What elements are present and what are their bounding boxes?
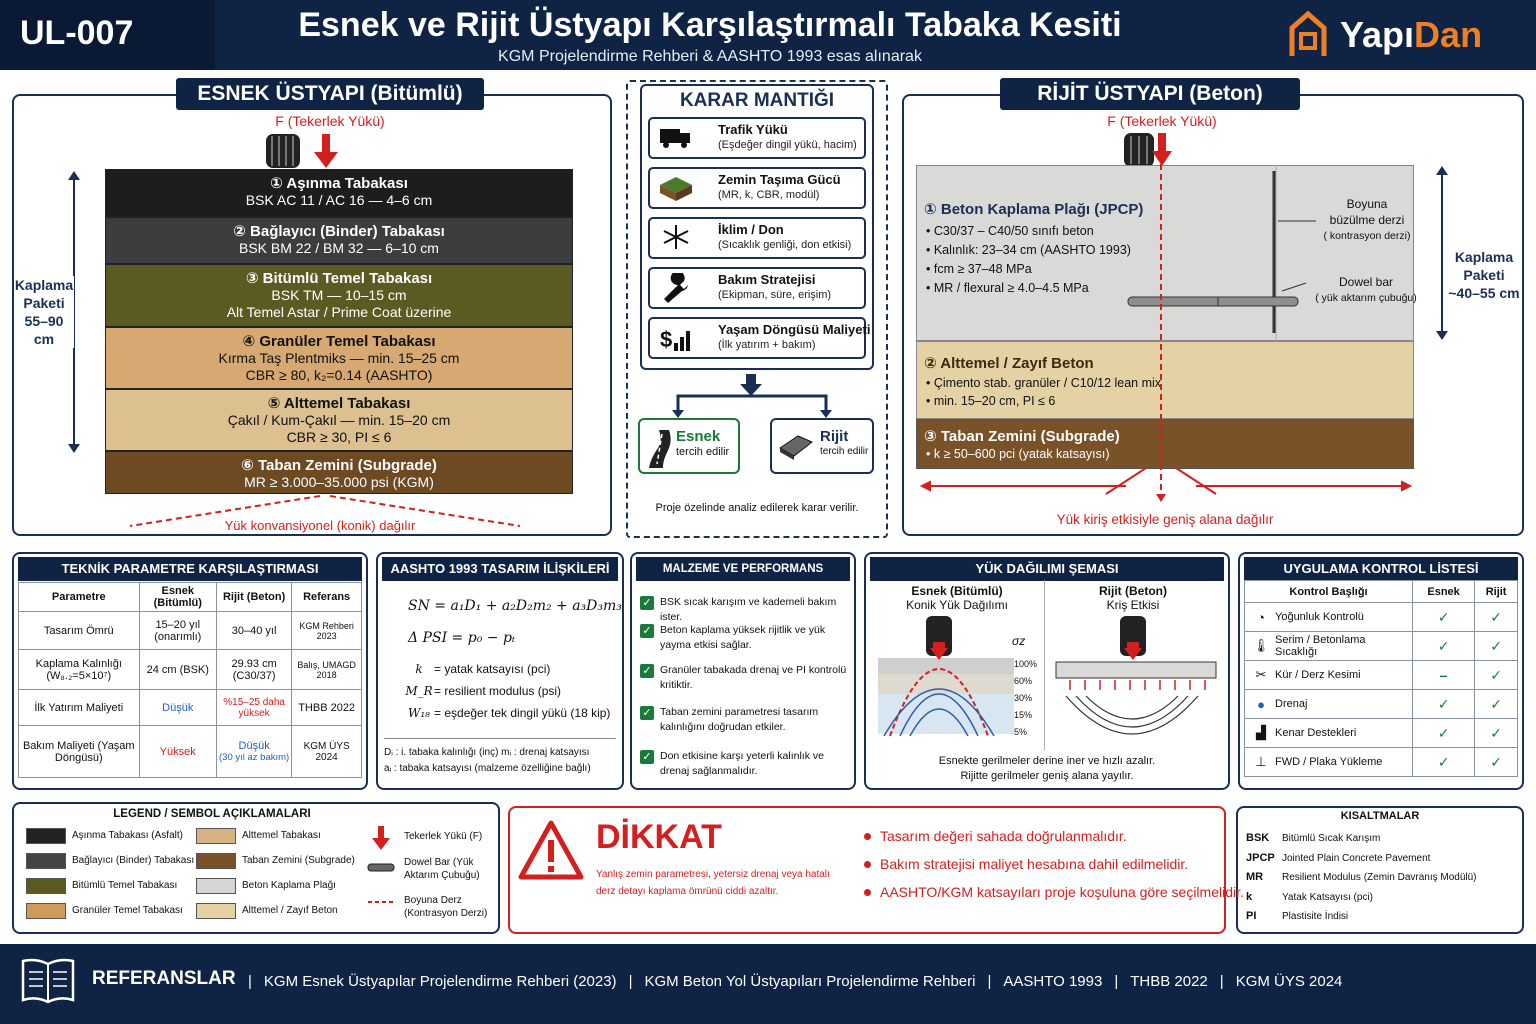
reference-item: KGM Beton Yol Üstyapıları Projelendirme Rehberi [644, 972, 976, 990]
rigid-load-distribution [916, 150, 1416, 510]
legend-label: Granüler Temel Tabakası [72, 905, 183, 916]
lean-title: ② Alttemel / Zayıf Beton [924, 355, 1094, 372]
rigid-subgrade-title: ③ Taban Zemini (Subgrade) [924, 428, 1120, 445]
legend-symbols [366, 826, 396, 916]
dowel-label: Dowel bar ( yük aktarım çubuğu) [1315, 275, 1417, 304]
table-row: Kaplama Kalınlığı (W₈.₂=5×10⁷) 24 cm (BSK) 29.93 cm (C30/37) Balış, UMAGD 2018 [19, 650, 362, 690]
logo-icon [1288, 10, 1328, 58]
joint-label: Boyuna büzülme derzi ( kontrasyon derzi) [1323, 197, 1411, 242]
legend-label: Aşınma Tabakası (Asfalt) [72, 830, 183, 841]
note-item: Beton kaplama yüksek rijitlik ve yük yayma etkisi sağlar. [660, 624, 826, 651]
reference-item: KGM Esnek Üstyapılar Projelendirme Rehberi (2023) [263, 972, 617, 990]
tech-compare-table [18, 582, 362, 778]
psi-equation: Δ PSI = p₀ − pₜ [408, 630, 516, 646]
wrench-icon [658, 273, 694, 303]
decision-criterion-title: Yaşam Döngüsü Maliyeti [718, 322, 871, 337]
reference-item: THBB 2022 [1130, 972, 1208, 990]
legend-title: LEGEND / SEMBOL AÇIKLAMALARI [113, 808, 311, 820]
flexible-distribution-note: Yük konvansiyonel (konik) dağılır [224, 518, 416, 533]
layer-spec: BSK BM 22 / BM 32 — 6–10 cm [239, 240, 439, 256]
layer-spec: BSK AC 11 / AC 16 — 4–6 cm [245, 192, 433, 208]
aashto-footnote: Dᵢ : i. tabaka kalınlığı (inç) mᵢ : drenaj katsayısı aᵢ : tabaka katsayısı (malzeme özelliğine bağlı) [384, 738, 616, 777]
decision-criterion-title: Bakım Stratejisi [718, 272, 816, 287]
rigid-package-label: Kaplama Paketi ~40–55 cm [1448, 249, 1520, 301]
aashto-definitions: k = yatak katsayısı (pci) M_R= resilient modulus (psi) W₁₈ = eşdeğer tek dingil yükü (18 kip) [405, 662, 611, 720]
check-icon: ✓ [640, 664, 654, 678]
soil-icon [658, 173, 694, 203]
table-row [1245, 603, 1518, 632]
logo-text: YapıDan [1340, 14, 1483, 55]
bullet-icon [864, 833, 871, 840]
legend-swatch [26, 878, 66, 894]
abbr-value: Bitümlü Sıcak Karışım [1282, 833, 1381, 844]
warning-item: Tasarım değeri sahada doğrulanmalıdır. [880, 828, 1127, 844]
decision-criterion-sub: (Sıcaklık genliği, don etkisi) [718, 239, 852, 251]
book-icon [20, 956, 76, 1006]
legend-swatch [196, 878, 236, 894]
legend-swatch [26, 903, 66, 919]
th-flex: Esnek (Bitümlü) [139, 583, 216, 612]
check-mark: ✓ [1475, 632, 1518, 661]
layer-spec: BSK TM — 10–15 cm [271, 287, 407, 303]
lean-specs: • Çimento stab. granüler / C10/12 lean mix • min. 15–20 cm, PI ≤ 6 [926, 376, 1162, 408]
layer-spec-2: CBR ≥ 30, PI ≤ 6 [286, 429, 392, 445]
drop-icon: ● [1257, 696, 1265, 712]
abbr-key: JPCP [1246, 851, 1275, 864]
gauge-icon: ◔ [1257, 609, 1265, 625]
option-rigid-sub: tercih edilir [820, 446, 869, 457]
plate-load-icon: ⊥ [1255, 754, 1267, 769]
ref-separator: | [987, 972, 992, 990]
note-item: Don etkisine karşı yeterli kalınlık ve drenaj sağlanmalıdır. [660, 750, 824, 777]
decision-criterion-sub: (İlk yatırım + bakım) [718, 339, 816, 351]
warning-item: AASHTO/KGM katsayıları proje koşuluna göre seçilmelidir. [880, 884, 1244, 900]
check-mark: ✓ [1475, 748, 1518, 777]
check-mark: ✓ [1413, 603, 1475, 632]
abbr-key: k [1246, 890, 1253, 903]
th-ref: Referans [292, 583, 362, 612]
abbr-value: Jointed Plain Concrete Pavement [1282, 852, 1431, 864]
slab-title: ① Beton Kaplama Plağı (JPCP) [924, 201, 1144, 218]
legend-swatch [26, 853, 66, 869]
checklist-title: UYGULAMA KONTROL LİSTESİ [1244, 557, 1518, 581]
check-mark: ✓ [1475, 603, 1518, 632]
references-list [236, 970, 1342, 992]
layer-name: ④ Granüler Temel Tabakası [242, 333, 436, 350]
load-distribution-title: YÜK DAĞILIMI ŞEMASI [870, 557, 1224, 581]
aashto-title: AASHTO 1993 TASARIM İLİŞKİLERİ [382, 557, 618, 581]
warning-item: Bakım stratejisi maliyet hesabına dahil edilmelidir. [880, 856, 1189, 872]
table-row [1245, 632, 1518, 661]
decision-criterion-sub: (Ekipman, süre, erişim) [718, 289, 832, 301]
legend-sym-load: Tekerlek Yükü (F) [404, 831, 483, 842]
slab-specs: • C30/37 – C40/50 sınıfı beton • Kalınlık: 23–34 cm (AASHTO 1993) • fcm ≥ 37–48 MPa • MR / flexural ≥ 4.0–4.5 MPa [926, 224, 1131, 295]
check-mark: ✓ [1413, 690, 1475, 719]
layer-spec: Çakıl / Kum-Çakıl — min. 15–20 cm [227, 412, 451, 428]
table-row: İlk Yatırım Maliyeti Düşük %15–25 daha yüksek THBB 2022 [19, 690, 362, 726]
flex-dist-label: Esnek (Bitümlü) Konik Yük Dağılımı [906, 584, 1008, 612]
checklist-item: ▟ Kenar Destekleri [1245, 719, 1413, 748]
rigid-load-label: F (Tekerlek Yükü) [1107, 113, 1217, 129]
th-param: Parametre [19, 583, 140, 612]
layer-name: ⑤ Alttemel Tabakası [267, 395, 411, 412]
document-code: UL-007 [0, 0, 215, 70]
table-row [1245, 661, 1518, 690]
layer-name: ① Aşınma Tabakası [270, 175, 408, 192]
check-icon: ✓ [640, 624, 654, 638]
check-icon: ✓ [640, 596, 654, 610]
check-mark: ✓ [1475, 690, 1518, 719]
flexible-layer [105, 217, 573, 264]
flexible-layer [105, 451, 573, 494]
legend-label: Bitümlü Temel Tabakası [72, 880, 178, 891]
bullet-icon [864, 889, 871, 896]
flexible-load-label: F (Tekerlek Yükü) [275, 113, 385, 129]
decision-title: KARAR MANTIĞI [679, 90, 835, 111]
abbr-value: Resilient Modulus (Zemin Davranış Modülü) [1282, 872, 1477, 883]
curb-icon: ▟ [1256, 725, 1266, 740]
bullet-icon [864, 861, 871, 868]
road-icon [645, 428, 675, 468]
checklist-item: ● Drenaj [1245, 690, 1413, 719]
layer-spec-2: Alt Temel Astar / Prime Coat üzerine [226, 304, 452, 320]
check-icon: ✓ [640, 706, 654, 720]
table-row [1245, 690, 1518, 719]
layer-spec: MR ≥ 3.000–35.000 psi (KGM) [244, 474, 434, 490]
flexible-package-label: Kaplama Paketi 55–90 cm [14, 277, 74, 347]
snowflake-icon [658, 223, 694, 253]
flexible-layer [105, 327, 573, 389]
warning-icon [518, 820, 584, 880]
abbreviations-panel [1236, 806, 1524, 934]
rigid-panel-title: RİJİT ÜSTYAPI (Beton) [1000, 78, 1300, 110]
checklist-table: Kontrol Başlığı Esnek Rijit ◔ Yoğunluk Kontrolü ✓ ✓ 🌡 Serim / Betonlama Sıcaklığı ✓ ✓ ✂ Kür / Derz Kesimi – ✓ ● Drenaj ✓ ✓ ▟ Kenar Destekleri ✓ ✓ ⊥ FWD / Plaka Yükleme ✓ ✓ [1244, 580, 1518, 777]
decision-footer: Proje özelinde analiz edilerek karar verilir. [655, 502, 859, 514]
decision-arrows [660, 370, 860, 420]
concrete-block-icon [778, 430, 814, 460]
layer-spec: Kırma Taş Plentmiks — min. 15–25 cm [218, 350, 460, 366]
layer-spec-2: CBR ≥ 80, k₂=0.14 (AASHTO) [245, 367, 433, 383]
legend-swatch [196, 828, 236, 844]
checklist-item: ◔ Yoğunluk Kontrolü [1245, 603, 1413, 632]
stress-distribution-diagram [870, 612, 1224, 752]
check-mark: ✓ [1413, 748, 1475, 777]
flexible-panel-title: ESNEK ÜSTYAPI (Bitümlü) [176, 78, 484, 110]
sigma-label: σz [1012, 634, 1026, 648]
note-item: Taban zemini parametresi tasarım kalınlığını doğrudan etkiler. [660, 706, 819, 733]
legend-swatch [196, 903, 236, 919]
ref-separator: | [628, 972, 633, 990]
layer-name: ⑥ Taban Zemini (Subgrade) [241, 457, 437, 474]
ref-separator: | [1219, 972, 1224, 990]
cost-chart-icon [658, 323, 694, 353]
layer-name: ② Bağlayıcı (Binder) Tabakası [233, 223, 445, 240]
load-distribution-footer: Esnekte gerilmeler derine iner ve hızlı azalır. Rijitte gerilmeler geniş alana yayılır. [938, 755, 1156, 782]
warning-desc: Yanlış zemin parametresi, yetersiz drenaj veya hatalı derz detayı kaplama ömrünü ciddi azaltır. [596, 869, 830, 897]
checklist-item: ⊥ FWD / Plaka Yükleme [1245, 748, 1413, 777]
checklist-item: ✂ Kür / Derz Kesimi [1245, 661, 1413, 690]
table-row [1245, 719, 1518, 748]
stress-percent-labels: 100% 60% 30% 15% 5% [1014, 659, 1038, 737]
tire-load-icon [262, 132, 342, 170]
legend-swatch [196, 853, 236, 869]
note-item: Granüler tabakada drenaj ve PI kontrolü kritiktir. [660, 664, 847, 691]
notes-title: MALZEME VE PERFORMANS NOTLARI [636, 557, 850, 581]
legend-label: Alttemel Tabakası [242, 830, 321, 841]
ref-separator: | [248, 972, 252, 990]
table-row: Bakım Maliyeti (Yaşam Döngüsü) Yüksek Düşük (30 yıl az bakım) KGM ÜYS 2024 [19, 726, 362, 778]
legend-label: Taban Zemini (Subgrade) [242, 855, 355, 866]
saw-icon: ✂ [1255, 667, 1267, 682]
layer-name: ③ Bitümlü Temel Tabakası [245, 270, 433, 287]
reference-item: KGM ÜYS 2024 [1235, 972, 1343, 990]
decision-criterion-title: Zemin Taşıma Gücü [718, 172, 841, 187]
check-mark: ✓ [1475, 661, 1518, 690]
option-flexible-title: Esnek [676, 428, 721, 445]
decision-criterion-title: İklim / Don [718, 222, 784, 237]
legend-swatch [26, 828, 66, 844]
rigid-distribution-note: Yük kiriş etkisiyle geniş alana dağılır [1056, 512, 1274, 527]
abbr-value: Plastisite İndisi [1282, 911, 1349, 922]
abbreviations-title: KISALTMALAR [1340, 810, 1420, 822]
svg-text:$: $ [660, 327, 673, 352]
th-rigid: Rijit (Beton) [216, 583, 291, 612]
check-icon: ✓ [640, 750, 654, 764]
rigid-dist-label: Rijit (Beton) Kriş Etkisi [1099, 584, 1167, 612]
table-row: Tasarım Ömrü 15–20 yıl (onarımlı) 30–40 yıl KGM Rehberi 2023 [19, 612, 362, 650]
abbr-key: MR [1246, 871, 1264, 883]
page-subtitle: KGM Projelendirme Rehberi & AASHTO 1993 esas alınarak [498, 48, 922, 65]
ref-separator: | [1114, 972, 1119, 990]
legend-sym-joint: Boyuna Derz (Kontrasyon Derzi) [404, 895, 488, 919]
legend-sym-dowel: Dowel Bar (Yük Aktarım Çubuğu) [404, 857, 480, 881]
abbr-value: Yatak Katsayısı (pci) [1282, 891, 1373, 903]
flexible-layer [105, 389, 573, 451]
page-title: Esnek ve Rijit Üstyapı Karşılaştırmalı Tabaka Kesiti [298, 6, 1122, 44]
truck-icon [658, 123, 694, 153]
thermometer-icon: 🌡 [1252, 638, 1270, 653]
reference-item: AASHTO 1993 [1003, 972, 1103, 990]
check-mark: ✓ [1475, 719, 1518, 748]
table-row [1245, 748, 1518, 777]
note-item: BSK sıcak karışım ve kademeli bakım ister. [660, 596, 837, 623]
checklist-item: 🌡 Serim / Betonlama Sıcaklığı [1245, 632, 1413, 661]
check-mark: ✓ [1413, 632, 1475, 661]
references-title: REFERANSLAR [92, 968, 236, 989]
rigid-subgrade-spec: • k ≥ 50–600 pci (yatak katsayısı) [926, 447, 1110, 461]
check-mark: – [1413, 661, 1475, 690]
tech-compare-title: TEKNİK PARAMETRE KARŞILAŞTIRMASI [18, 557, 362, 581]
option-flexible-sub: tercih edilir [676, 446, 730, 458]
decision-criterion-sub: (Eşdeğer dingil yükü, hacim) [718, 139, 857, 151]
warning-title: DİKKAT [596, 818, 722, 856]
abbr-key: BSK [1246, 832, 1270, 844]
decision-criterion-sub: (MR, k, CBR, modül) [718, 189, 820, 201]
sn-equation: SN = a₁D₁ + a₂D₂m₂ + a₃D₃m₃ [408, 598, 622, 614]
legend-label: Alttemel / Zayıf Beton [242, 905, 338, 916]
decision-criterion-title: Trafik Yükü [718, 122, 788, 137]
option-rigid-title: Rijit [820, 428, 849, 445]
flexible-layer [105, 169, 573, 217]
flexible-layer [105, 264, 573, 327]
legend-label: Bağlayıcı (Binder) Tabakası [72, 855, 195, 866]
legend-label: Beton Kaplama Plağı [242, 880, 336, 891]
abbr-key: PI [1246, 910, 1257, 922]
check-mark: ✓ [1413, 719, 1475, 748]
